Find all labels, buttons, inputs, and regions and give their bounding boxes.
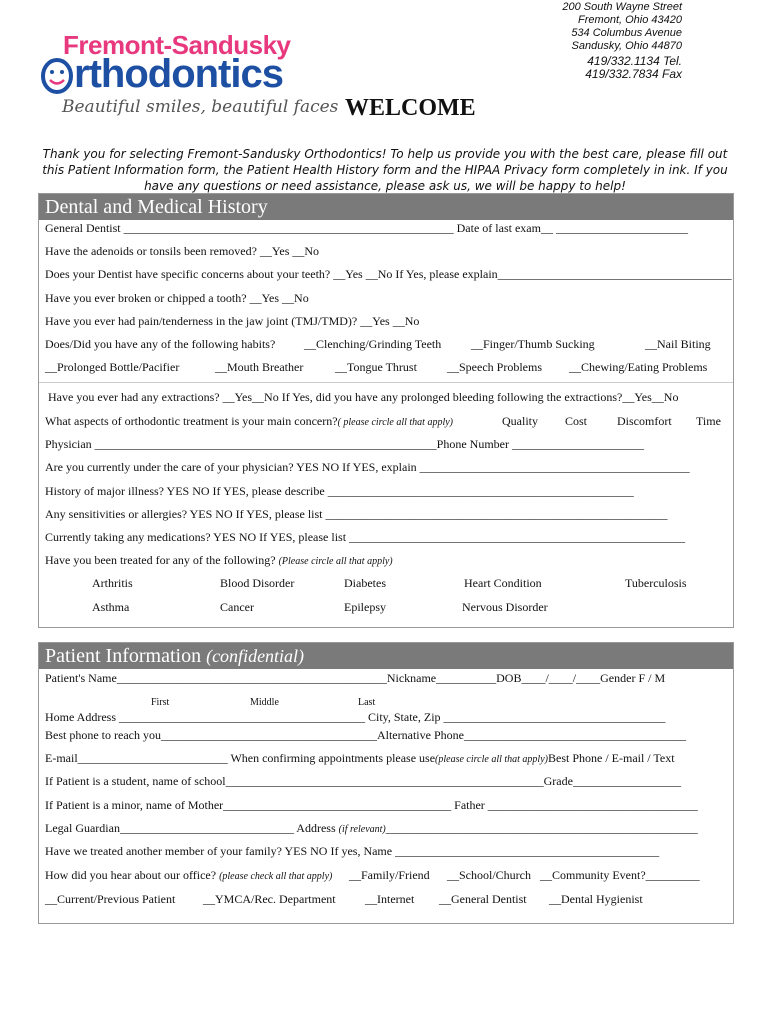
referral-option[interactable]: __Internet — [365, 892, 415, 906]
email-field[interactable]: E-mail_________________________ When confirming appointments please use(please circle all that apply)Best Phone / E-mail / Text — [45, 751, 675, 765]
name-sublabel: Middle — [250, 697, 279, 708]
page-title: WELCOME — [345, 95, 476, 121]
concern-option[interactable]: Discomfort — [617, 414, 672, 428]
condition-option[interactable]: Tuberculosis — [625, 576, 687, 590]
habit-option[interactable]: __Prolonged Bottle/Pacifier — [45, 360, 180, 374]
address-line: 534 Columbus Avenue — [571, 27, 682, 39]
name-sublabel: First — [151, 697, 170, 708]
dental-history-section — [38, 193, 734, 628]
divider — [39, 382, 733, 383]
main-concern-question: What aspects of orthodontic treatment is your main concern?( please circle all that apply) — [45, 414, 454, 428]
referral-question: How did you hear about our office? (please check all that apply) — [45, 868, 333, 882]
condition-option[interactable]: Heart Condition — [464, 576, 542, 590]
adenoids-question[interactable]: Have the adenoids or tonsils been removed? __Yes __No — [45, 244, 320, 258]
habit-option[interactable]: __Mouth Breather — [215, 360, 304, 374]
habit-option[interactable]: __Clenching/Grinding Teeth — [304, 337, 442, 351]
chipped-tooth-question[interactable]: Have you ever broken or chipped a tooth? __Yes __No — [45, 291, 309, 305]
parents-field[interactable]: If Patient is a minor, name of Mother______________________________________ Father ___________________________________ — [45, 798, 698, 812]
name-sublabel: Last — [358, 697, 376, 708]
treated-question: Have you been treated for any of the following? (Please circle all that apply) — [45, 553, 393, 567]
address-line: 200 South Wayne Street — [562, 1, 682, 13]
patient-info-section — [38, 642, 734, 924]
medications-question[interactable]: Currently taking any medications? YES NO If YES, please list ________________________________________________________ — [45, 530, 686, 544]
referral-option[interactable]: __YMCA/Rec. Department — [203, 892, 336, 906]
referral-option[interactable]: __Current/Previous Patient — [45, 892, 176, 906]
phone-line: 419/332.1134 Tel. — [587, 54, 682, 68]
habits-question: Does/Did you have any of the following habits? — [45, 337, 276, 351]
school-field[interactable]: If Patient is a student, name of school_____________________________________________________Grade__________________ — [45, 774, 681, 788]
section-title: Patient Information (confidential) — [39, 643, 733, 669]
concern-option[interactable]: Quality — [502, 414, 538, 428]
logo-line2: rthodontics — [40, 52, 283, 97]
address-line: Sandusky, Ohio 44870 — [571, 40, 682, 52]
physician-care-question[interactable]: Are you currently under the care of your physician? YES NO If YES, explain _____________________________________________ — [45, 460, 690, 474]
condition-option[interactable]: Diabetes — [344, 576, 386, 590]
condition-option[interactable]: Epilepsy — [344, 600, 386, 614]
condition-option[interactable]: Blood Disorder — [220, 576, 295, 590]
habit-option[interactable]: __Chewing/Eating Problems — [569, 360, 708, 374]
dentist-concerns-question[interactable]: Does your Dentist have specific concerns about your teeth? __Yes __No If Yes, please explain_______________________________________ — [45, 267, 732, 281]
allergies-question[interactable]: Any sensitivities or allergies? YES NO If YES, please list _________________________________________________________ — [45, 507, 668, 521]
concern-option[interactable]: Cost — [565, 414, 588, 428]
home-address-field[interactable]: Home Address _________________________________________ City, State, Zip _____________________________________ — [45, 710, 666, 724]
habit-option[interactable]: __Speech Problems — [447, 360, 542, 374]
intro-text: Thank you for selecting Fremont-Sandusky Orthodontics! To help us provide you with the best care, please fill out this Patient Information form, the Patient Health History form and the HIPAA Privacy form completely in ink. If you have any questions or need assistance, please ask us, we will be happy to help! — [42, 147, 728, 193]
phone-field[interactable]: Best phone to reach you____________________________________Alternative Phone_____________________________________ — [45, 728, 686, 742]
referral-option[interactable]: __Family/Friend — [349, 868, 430, 882]
fax-line: 419/332.7834 Fax — [585, 67, 682, 81]
patient-name-field[interactable]: Patient's Name_____________________________________________Nickname__________DOB____/____/____Gender F / M — [45, 671, 666, 685]
smiley-icon — [40, 57, 74, 95]
referral-option[interactable]: __Dental Hygienist — [549, 892, 643, 906]
guardian-field[interactable]: Legal Guardian_____________________________ Address (if relevant)____________________________________________________ — [45, 821, 698, 835]
logo-tagline: Beautiful smiles, beautiful faces — [62, 97, 339, 117]
condition-option[interactable]: Nervous Disorder — [462, 600, 548, 614]
general-dentist-field[interactable]: General Dentist _______________________________________________________ Date of last exam__ ______________________ — [45, 221, 688, 235]
physician-field[interactable]: Physician _________________________________________________________Phone Number ______________________ — [45, 437, 644, 451]
condition-option[interactable]: Asthma — [92, 600, 130, 614]
extractions-question[interactable]: Have you ever had any extractions? __Yes__No If Yes, did you have any prolonged bleeding following the extractions?__Yes__No — [48, 390, 679, 404]
tmj-question[interactable]: Have you ever had pain/tenderness in the jaw joint (TMJ/TMD)? __Yes __No — [45, 314, 420, 328]
family-question[interactable]: Have we treated another member of your family? YES NO If yes, Name ____________________________________________ — [45, 844, 660, 858]
major-illness-question[interactable]: History of major illness? YES NO If YES, please describe ___________________________________________________ — [45, 484, 634, 498]
referral-option[interactable]: __General Dentist — [439, 892, 527, 906]
habit-option[interactable]: __Nail Biting — [645, 337, 711, 351]
condition-option[interactable]: Cancer — [220, 600, 254, 614]
address-line: Fremont, Ohio 43420 — [578, 14, 682, 26]
referral-option[interactable]: __School/Church — [447, 868, 531, 882]
section-title: Dental and Medical History — [39, 194, 733, 220]
habit-option[interactable]: __Tongue Thrust — [335, 360, 417, 374]
logo-line1: Fremont-Sandusky — [63, 30, 291, 60]
condition-option[interactable]: Arthritis — [92, 576, 133, 590]
concern-option[interactable]: Time — [696, 414, 721, 428]
referral-option[interactable]: __Community Event?_________ — [540, 868, 700, 882]
habit-option[interactable]: __Finger/Thumb Sucking — [471, 337, 595, 351]
